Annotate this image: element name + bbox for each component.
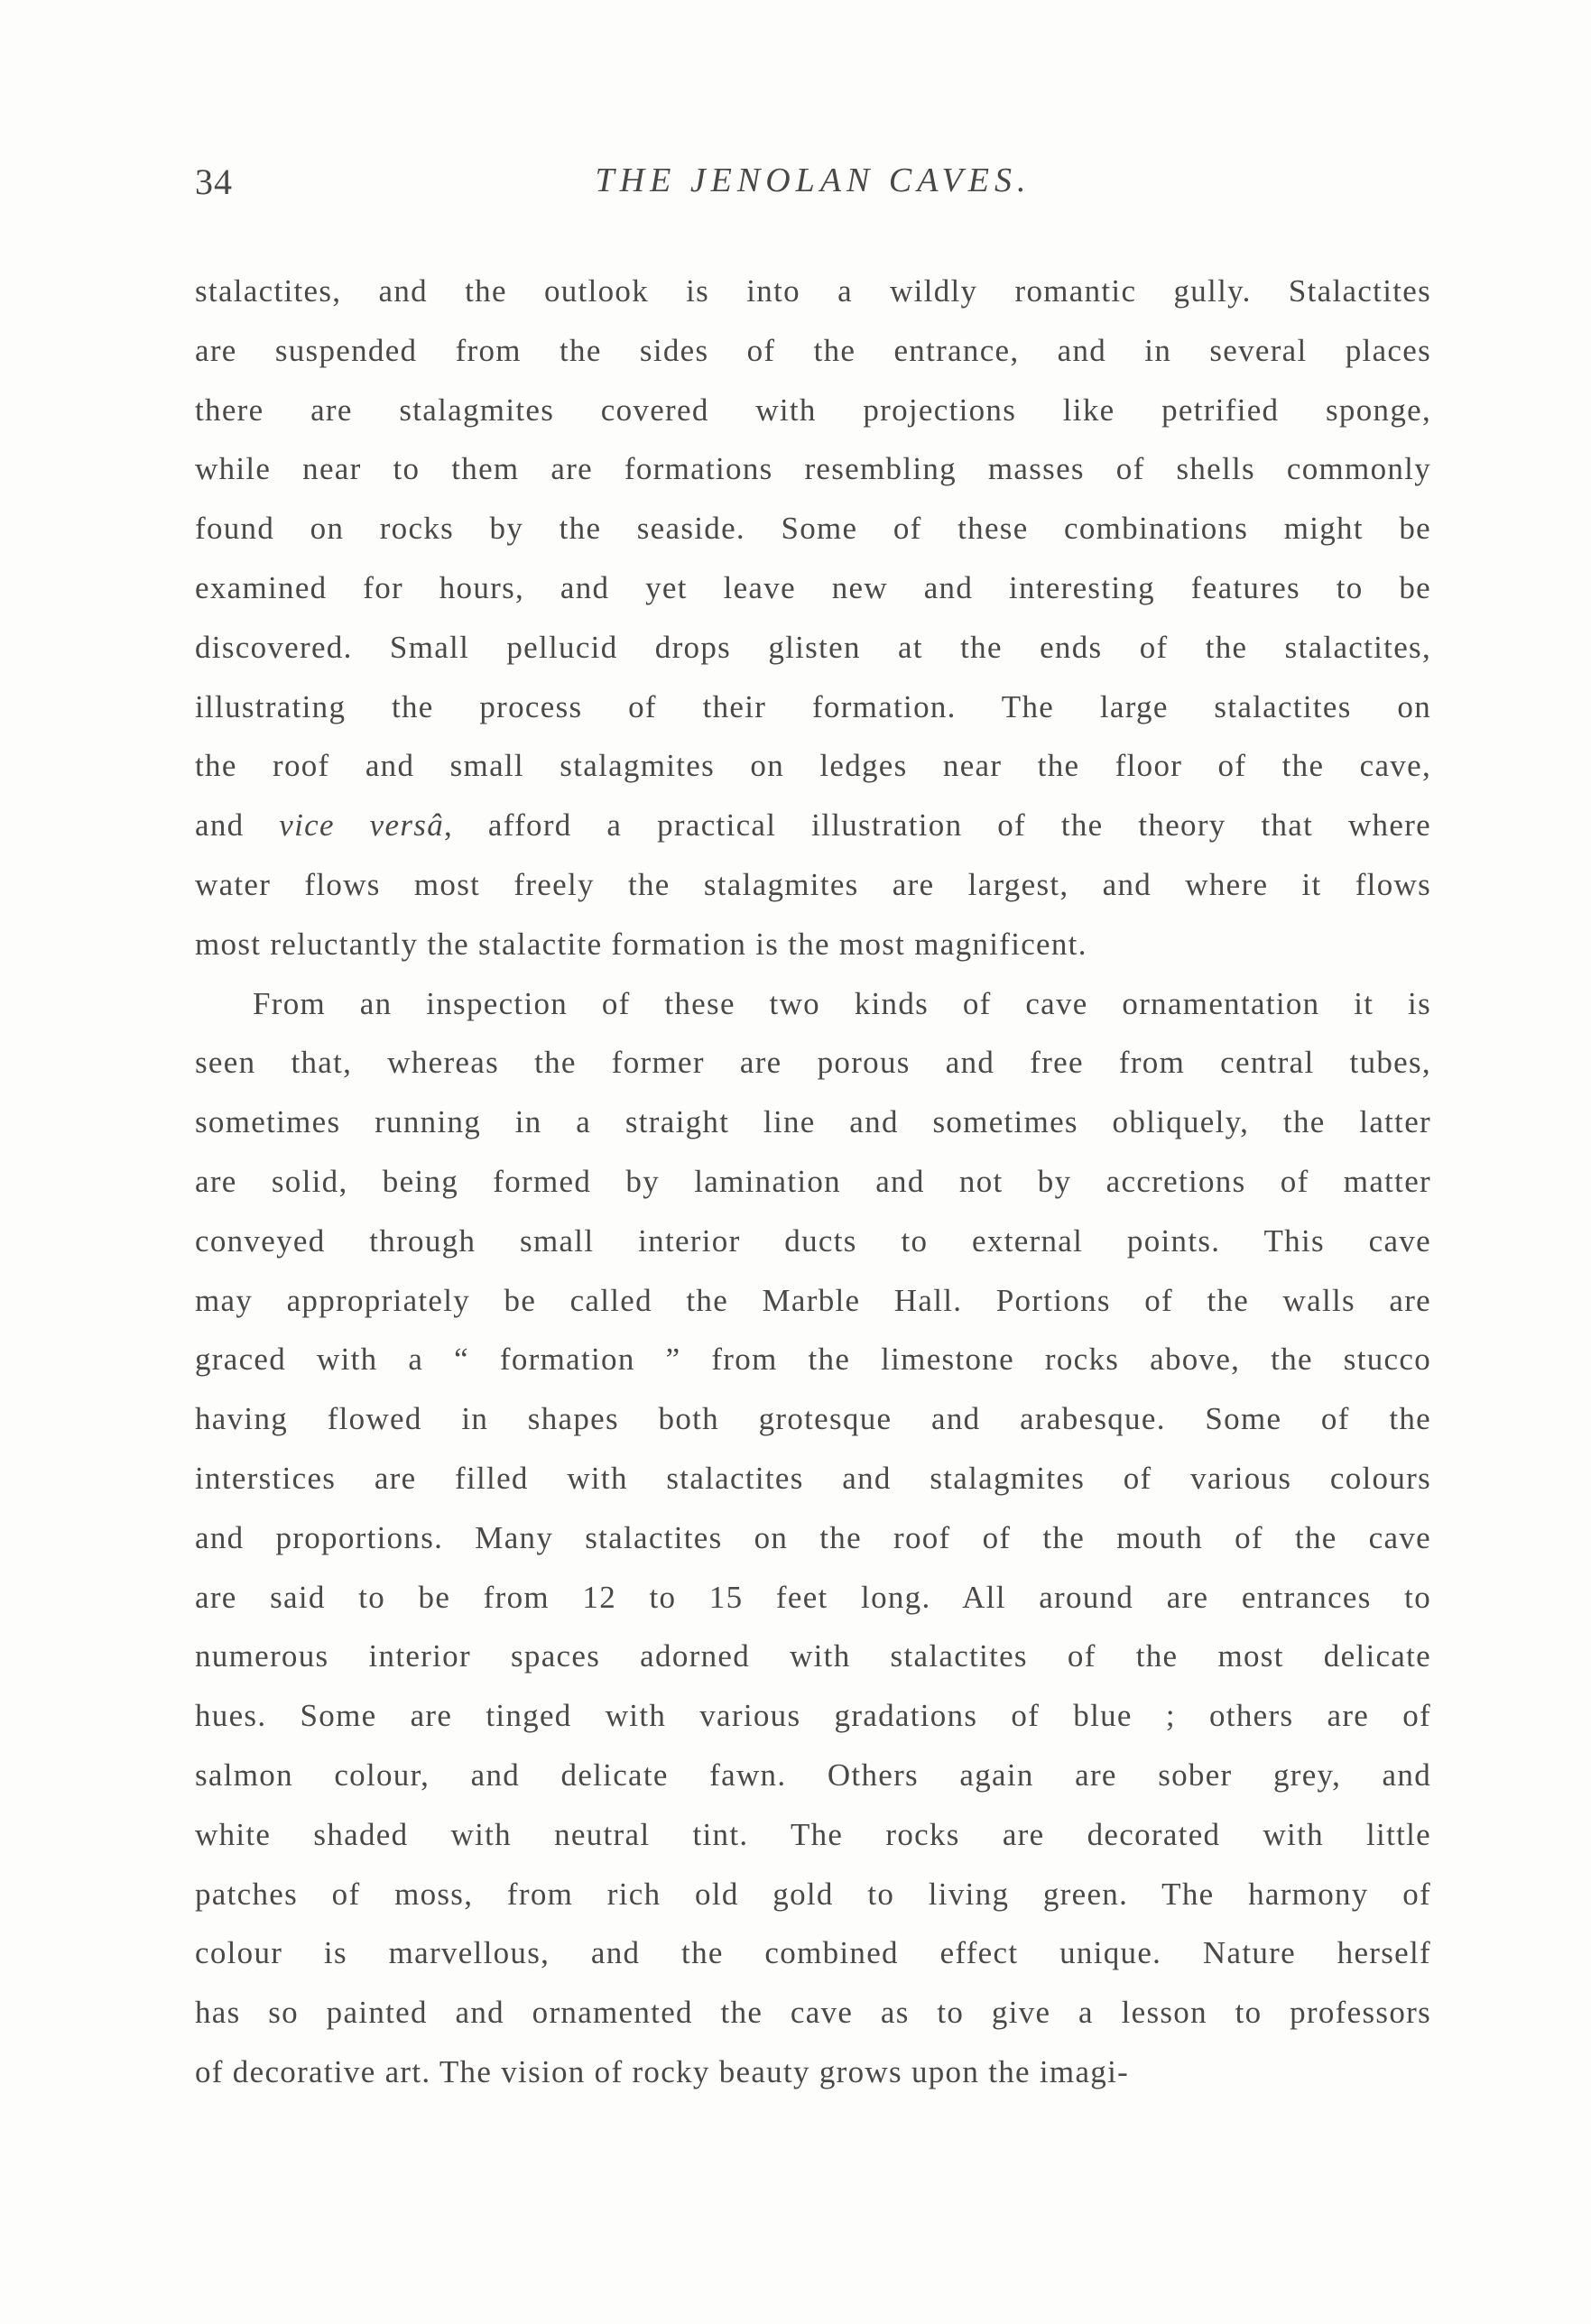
text-line: has so painted and ornamented the cave as to give a lesson to professors (195, 1995, 1431, 2031)
running-head (195, 161, 1431, 215)
text-line: white shaded with neutral tint. The rocks are decorated with little (195, 1816, 1431, 1852)
paragraph (195, 974, 1431, 2102)
text-line: sometimes running in a straight line and sometimes obliquely, the latter (195, 1104, 1431, 1140)
text-line: seen that, whereas the former are porous and free from central tubes, (195, 1045, 1431, 1081)
text-line: discovered. Small pellucid drops glisten at the ends of the stalactites, (195, 629, 1431, 665)
text-line: having flowed in shapes both grotesque and arabesque. Some of the (195, 1401, 1431, 1437)
text-line: colour is marvellous, and the combined effect unique. Nature herself (195, 1935, 1431, 1971)
italic-phrase: vice versâ (279, 807, 444, 844)
text-line: From an inspection of these two kinds of cave ornamentation it is (253, 985, 1431, 1021)
text-line: of decorative art. The vision of rocky beauty grows upon the imagi- (195, 2053, 1130, 2089)
text-line: may appropriately be called the Marble Hall. Portions of the walls are (195, 1282, 1431, 1318)
paragraph (195, 262, 1431, 974)
text-line: interstices are filled with stalactites and stalagmites of various colours (195, 1460, 1431, 1496)
text-line: are solid, being formed by lamination and not by accretions of matter (195, 1163, 1431, 1199)
text-line: are suspended from the sides of the entrance, and in several places (195, 332, 1431, 368)
text-line: conveyed through small interior ducts to external points. This cave (195, 1222, 1431, 1259)
text-line: illustrating the process of their formation. The large stalactites on (195, 688, 1431, 724)
body-text (195, 262, 1431, 2102)
text-line: patches of moss, from rich old gold to living green. The harmony of (195, 1876, 1431, 1912)
text-line: the roof and small stalagmites on ledges near the floor of the cave, (195, 748, 1431, 784)
text-line: graced with a “ formation ” from the limestone rocks above, the stucco (195, 1342, 1431, 1378)
text-line: are said to be from 12 to 15 feet long. All around are entrances to (195, 1579, 1431, 1615)
text-line: salmon colour, and delicate fawn. Others again are sober grey, and (195, 1757, 1431, 1793)
text-line: while near to them are formations resembling masses of shells commonly (195, 451, 1431, 487)
text-line: and proportions. Many stalactites on the roof of the mouth of the cave (195, 1519, 1431, 1555)
text-line: most reluctantly the stalactite formation is the most magnificent. (195, 926, 1087, 962)
text-line: stalactites, and the outlook is into a wildly romantic gully. Stalactites (195, 273, 1431, 309)
text-line: there are stalagmites covered with projections like petrified sponge, (195, 392, 1431, 428)
page-number: 34 (195, 161, 233, 202)
text-line: water flows most freely the stalagmites are largest, and where it flows (195, 866, 1431, 902)
text-line: and vice versâ, afford a practical illustration of the theory that where (195, 807, 1431, 844)
text-line: hues. Some are tinged with various gradations of blue ; others are of (195, 1698, 1431, 1734)
text-line: numerous interior spaces adorned with stalactites of the most delicate (195, 1638, 1431, 1674)
text-line: found on rocks by the seaside. Some of these combinations might be (195, 511, 1431, 547)
text-line: examined for hours, and yet leave new and interesting features to be (195, 569, 1431, 605)
book-title: THE JENOLAN CAVES. (595, 161, 1031, 199)
